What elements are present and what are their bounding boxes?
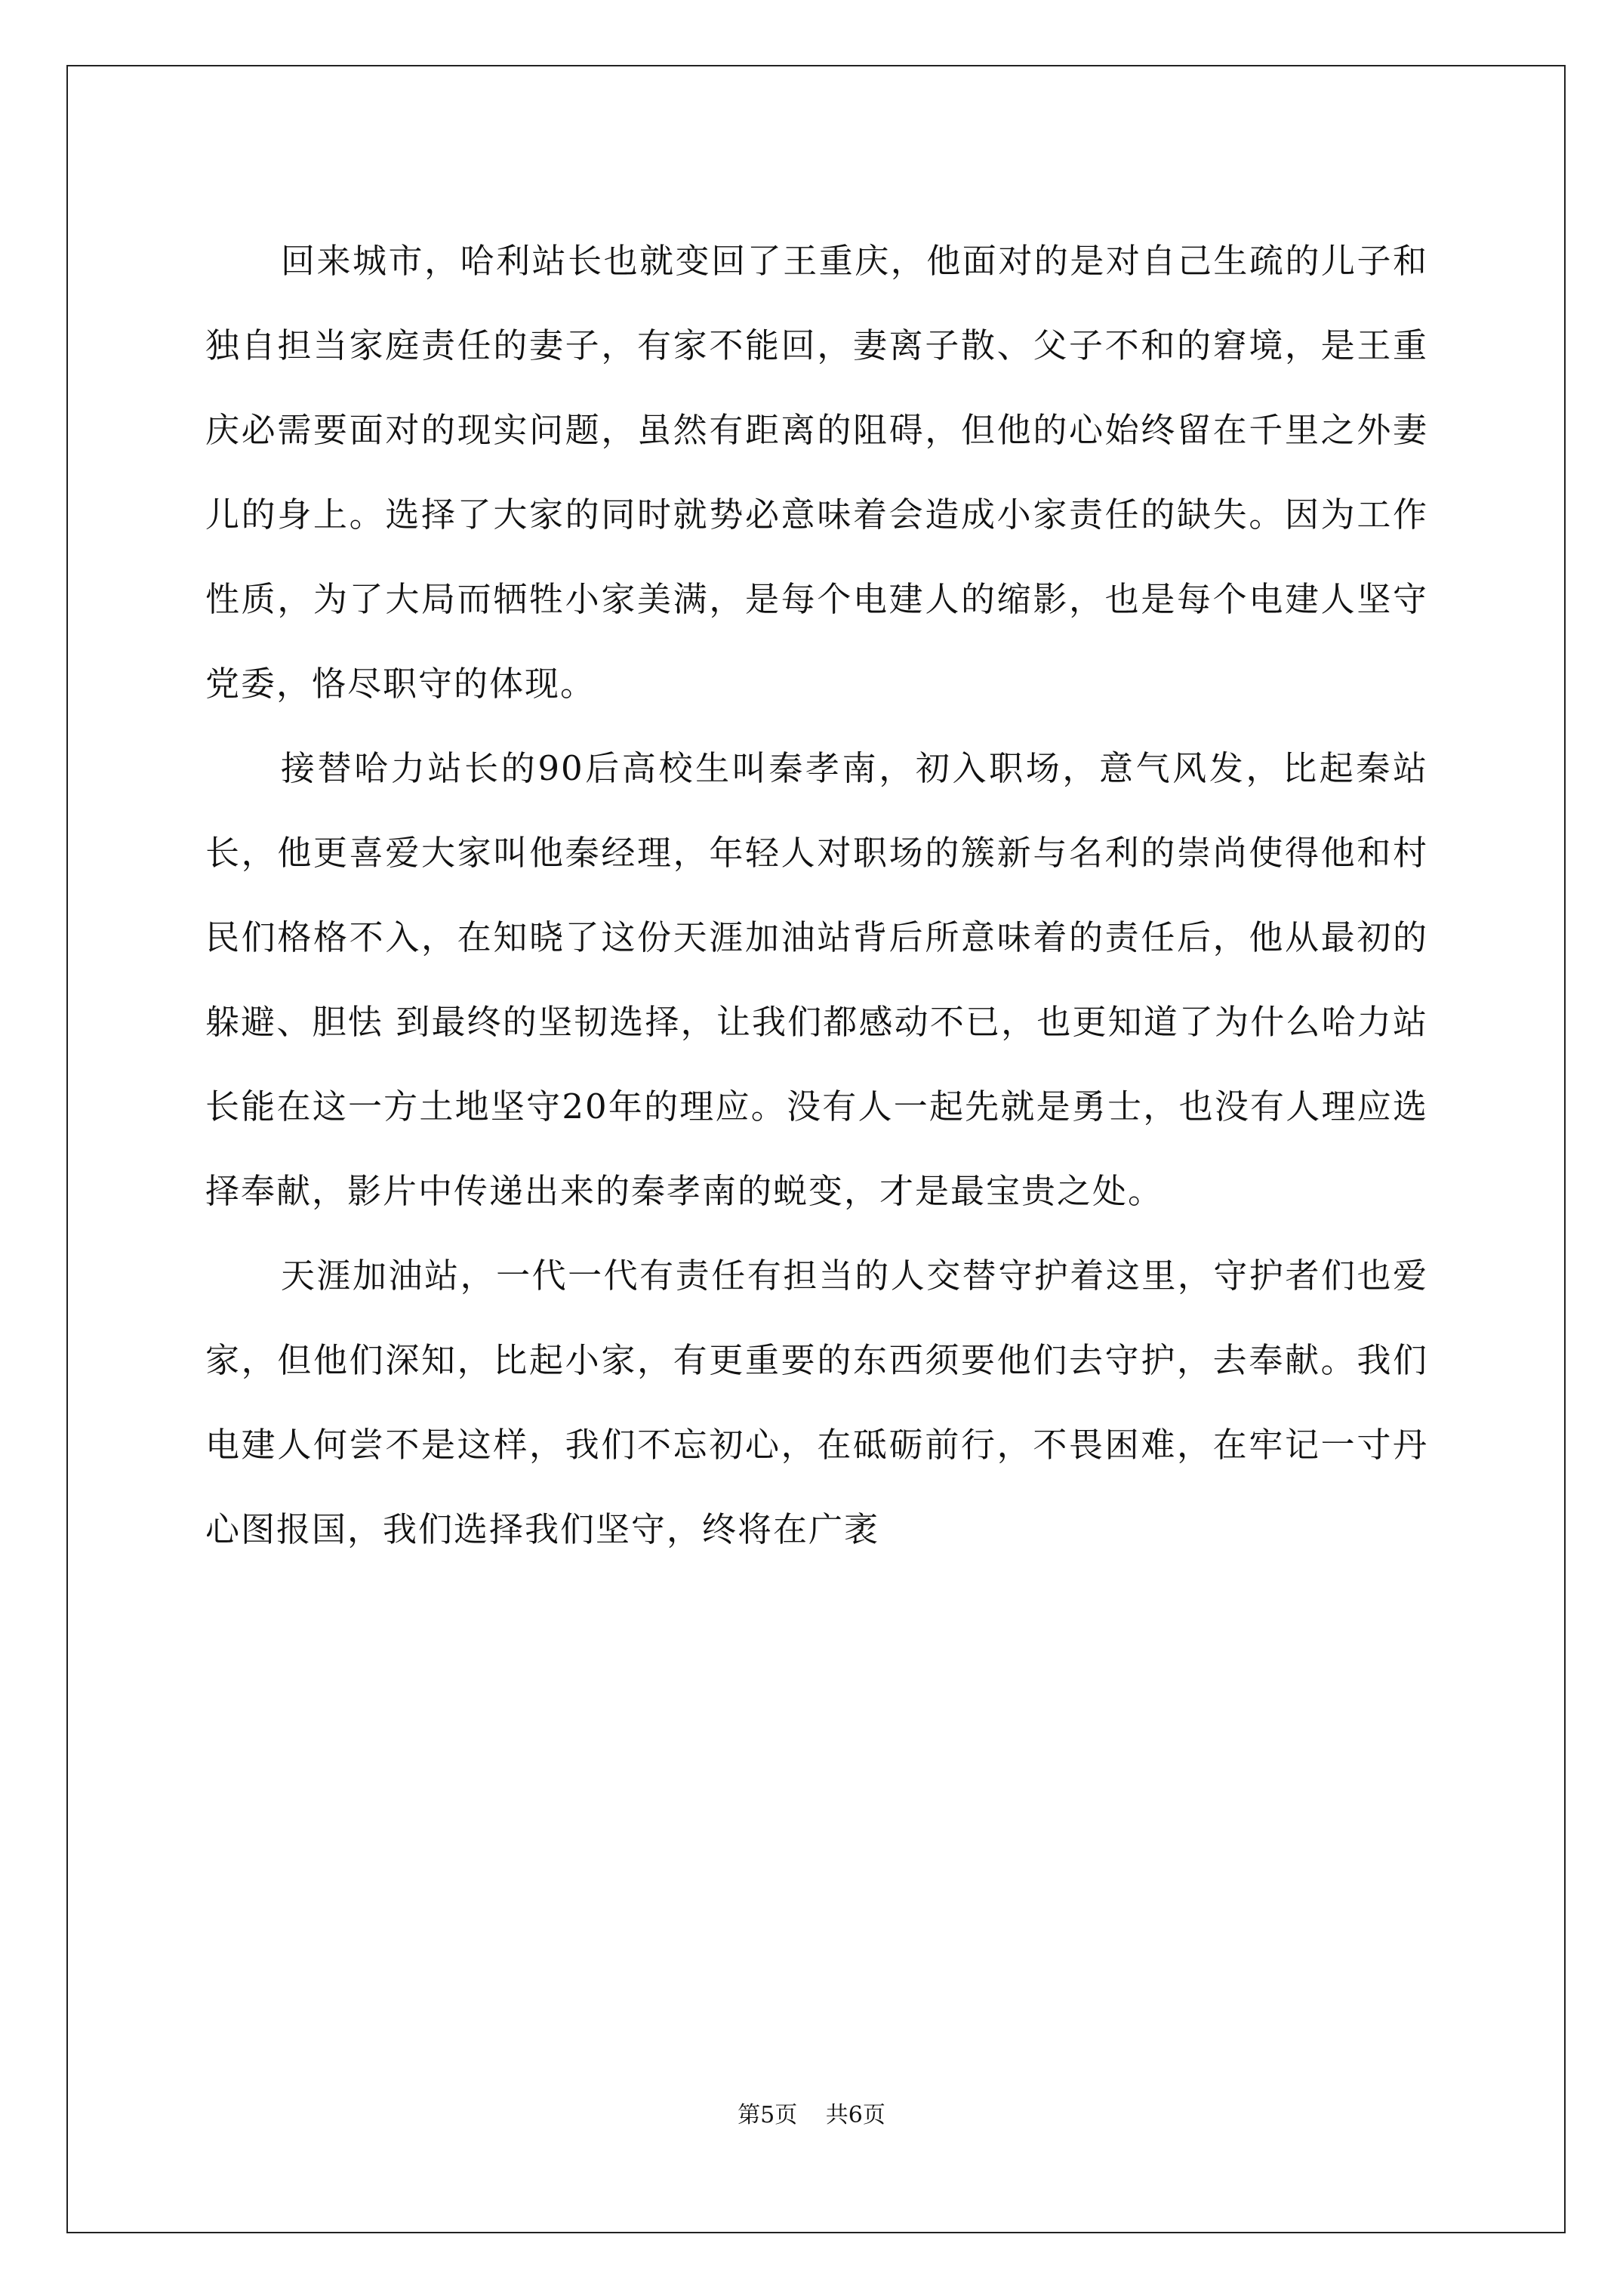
page-footer xyxy=(0,2096,1623,2129)
paragraph-3: 天涯加油站，一代一代有责任有担当的人交替守护着这里，守护者们也爱家，但他们深知，比起小家，有更重要的东西须要他们去守护，去奉献。我们电建人何尝不是这样，我们不忘初心，在砥砺前行，不畏困难，在牢记一寸丹心图报国，我们选择我们坚守，终将在广袤 xyxy=(205,1256,1428,1549)
page-total: 共6页 xyxy=(825,2102,885,2128)
page-number: 第5页 xyxy=(738,2102,798,2128)
paragraph-1: 回来城市，哈利站长也就变回了王重庆，他面对的是对自己生疏的儿子和独自担当家庭责任的妻子，有家不能回，妻离子散、父子不和的窘境，是王重庆必需要面对的现实问题，虽然有距离的阻碍，但他的心始终留在千里之外妻儿的身上。选择了大家的同时就势必意味着会造成小家责任的缺失。因为工作性质，为了大局而牺牲小家美满，是每个电建人的缩影，也是每个电建人坚守党委，恪尽职守的体现。 xyxy=(205,241,1428,704)
paragraph-2: 接替哈力站长的90后高校生叫秦孝南，初入职场，意气风发，比起秦站长，他更喜爱大家叫他秦经理，年轻人对职场的簇新与名利的崇尚使得他和村民们格格不入，在知晓了这份天涯加油站背后所意味着的责任后，他从最初的躲避、胆怯 到最终的坚韧选择，让我们都感动不已，也更知道了为什么哈力站长能在这一方土地坚守20年的理应。没有人一起先就是勇士，也没有人理应选择奉献，影片中传递出来的秦孝南的蜕变，才是最宝贵之处。 xyxy=(205,748,1428,1211)
document-body xyxy=(205,219,1428,1572)
